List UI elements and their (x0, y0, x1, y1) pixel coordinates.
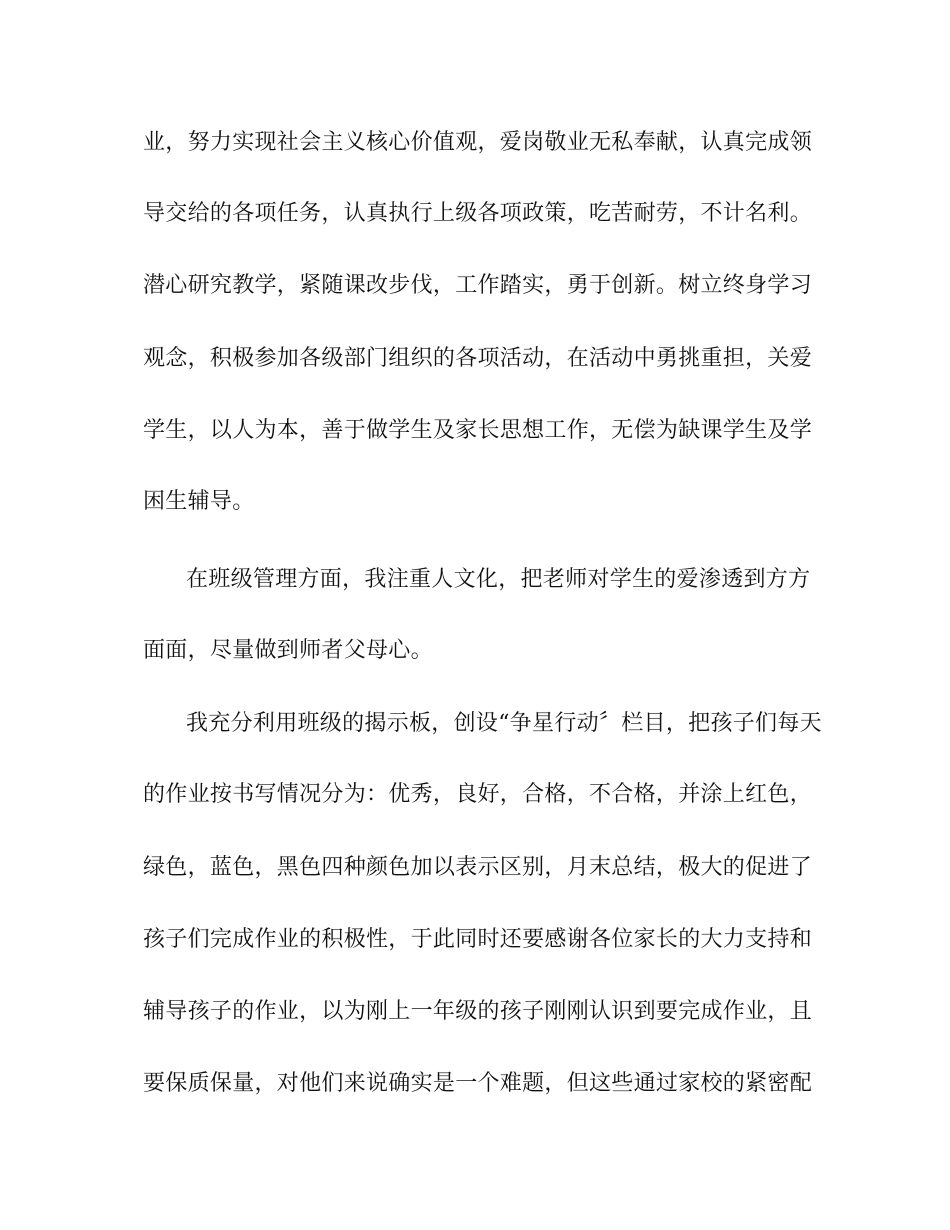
text-line: 孩子们完成作业的积极性，于此同时还要感谢各位家长的大力支持和 (143, 927, 813, 952)
text-line: 潜心研究教学，紧随课改步伐，工作踏实，勇于创新。树立终身学习 (143, 273, 813, 298)
text-line: 观念，积极参加各级部门组织的各项活动，在活动中勇挑重担，关爱 (143, 346, 813, 371)
paragraph-first-line: 在班级管理方面，我注重人文化，把老师对学生的爱渗透到方方 (186, 567, 811, 592)
text-line: 要保质保量，对他们来说确实是一个难题，但这些通过家校的紧密配 (143, 1071, 813, 1096)
text-line: 面面，尽量做到师者父母心。 (143, 638, 433, 663)
text-line: 导交给的各项任务，认真执行上级各项政策，吃苦耐劳，不计名利。 (143, 201, 813, 226)
text-line: 的作业按书写情况分为：优秀，良好，合格，不合格，并涂上红色， (143, 782, 813, 807)
text-line: 学生，以人为本，善于做学生及家长思想工作，无偿为缺课学生及学 (143, 418, 813, 443)
text-line: 绿色，蓝色，黑色四种颜色加以表示区别，月末总结，极大的促进了 (143, 855, 813, 880)
text-line: 业，努力实现社会主义核心价值观，爱岗敬业无私奉献，认真完成领 (143, 130, 813, 155)
text-line: 辅导孩子的作业，以为刚上一年级的孩子刚刚认识到要完成作业，且 (143, 999, 813, 1024)
text-line: 困生辅导。 (143, 489, 255, 514)
paragraph-first-line: 我充分利用班级的揭示板，创设“争星行动〞栏目，把孩子们每天 (186, 711, 822, 736)
